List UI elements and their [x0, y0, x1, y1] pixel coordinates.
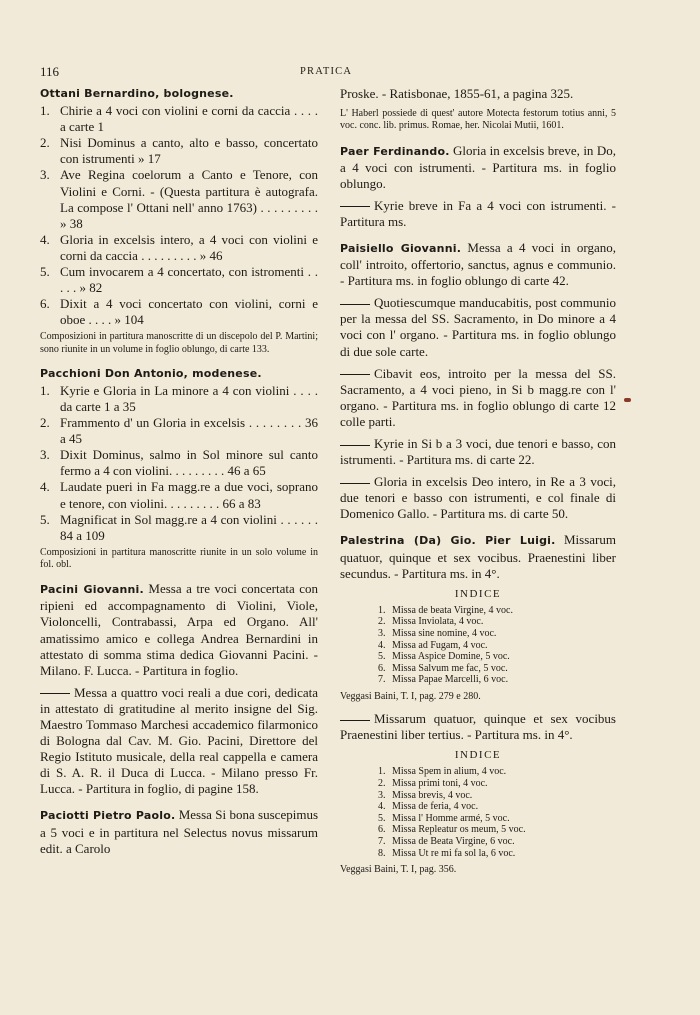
dash-rule [340, 206, 370, 207]
entry-heading: Palestrina (Da) Gio. Pier Luigi. [340, 534, 556, 548]
running-title: PRATICA [300, 66, 353, 77]
entry-text: Gloria in excelsis Deo intero, in Re a 3 voci, due tenori e basso con istrumenti, e col finale di Domenico Gallo. - Partitura ms. di carte 50. [340, 474, 616, 522]
entry-text: Missarum quatuor, quinque et sex vocibus. Praenestini liber secundus. - Partitura ms. in 4°. [340, 532, 616, 581]
list-item [40, 135, 318, 167]
dash-rule [340, 445, 370, 446]
index-list [340, 766, 616, 859]
item-text: Ave Regina coelorum a Canto e Tenore, con Violini e Corni. - (Questa partitura è autografa. La compose l' Ottani nell' anno 1763) . . . . . . . . . » 38 [60, 167, 318, 231]
entry-text: Messa a tre voci concertata con ripieni ed accompagnamento di Violini, Viole, Violoncelli, Contrabassi, Arpa ed Organo. All' amatissimo amico e collega Andrea Bernardini in attestato di somma stima dedica Giovanni Pacini. - Milano. F. Lucca. - Partitura in foglio. [40, 581, 318, 678]
index-item: 4. Missa ad Fugam, 4 voc. [378, 639, 488, 651]
entry-text: Kyrie breve in Fa a 4 voci con istrumenti. - Partitura ms. [340, 197, 616, 229]
entry-paciotti [40, 807, 318, 856]
item-number: 3. [40, 167, 50, 183]
item-text: Gloria in excelsis intero, a 4 voci con violini e corni da caccia . . . . . . . . . » 46 [60, 231, 318, 263]
index-item: 1. Missa Spem in alium, 4 voc. [378, 766, 507, 778]
list-item [40, 447, 318, 479]
entry-text: Kyrie in Si b a 3 voci, due tenori e basso, con istrumenti. - Partitura ms. di carte 22. [340, 436, 616, 468]
list-item [40, 415, 318, 447]
left-column [40, 86, 318, 867]
item-text: Laudate pueri in Fa magg.re a due voci, soprano e tenore, con violini. . . . . . . . . 66 a 83 [60, 479, 318, 511]
continued-text: Proske. - Ratisbonae, 1855-61, a pagina 325. [340, 86, 574, 101]
entry-pacchioni [40, 366, 318, 571]
index-item: 5. Missa Aspice Domine, 5 voc. [378, 651, 510, 663]
entry-heading: Pacini Giovanni. [40, 583, 144, 597]
entry-note: Composizioni in partitura manoscritte di un discepolo del P. Martini; sono riunite in un volume in foglio oblungo, di carte 133. [40, 331, 318, 355]
work-list [40, 383, 318, 544]
index-item: 4. Missa de feria, 4 voc. [378, 801, 479, 813]
index-item: 2. Missa Inviolata, 4 voc. [378, 616, 484, 628]
index-title: INDICE [454, 749, 502, 762]
item-text: Dixit Dominus, salmo in Sol minore sul canto fermo a 4 con violini. . . . . . . . . 46 a 65 [60, 447, 318, 479]
entry-note: Composizioni in partitura manoscritte riunite in un solo volume in fol. obl. [40, 546, 318, 571]
entry-paer [340, 143, 616, 230]
list-item [40, 103, 318, 135]
entry-text: Quotiescumque manducabitis, post communio per la messa del SS. Sacramento, in Do minore a 4 voci con l' organo. - Partitura ms. in foglio oblungo di due sole carte. [340, 295, 616, 359]
entry-text: Messa Si bona suscepimus a 5 voci e in partitura nel Selectus novus missarum edit. a Carolo [40, 807, 318, 856]
index-item: 7. Missa Papae Marcelli, 6 voc. [378, 674, 509, 686]
item-text: Dixit a 4 voci concertato con violini, corni e oboe . . . . » 104 [60, 296, 318, 328]
index-item: 2. Missa primi toni, 4 voc. [378, 777, 488, 789]
item-number: 3. [40, 447, 50, 463]
entry-heading: Paer Ferdinando. [340, 144, 450, 158]
ink-mark [624, 398, 631, 402]
index-item: 7. Missa de Beata Virgine, 6 voc. [378, 835, 515, 847]
item-number: 6. [40, 296, 50, 312]
entry-text: Messa a 4 voci in organo, coll' introito, offertorio, sanctus, agnus e communio. - Partitura ms. in foglio oblungo di carte 42. [340, 239, 617, 289]
index-list [340, 605, 616, 686]
index-item: 5. Missa l' Homme armé, 5 voc. [378, 812, 510, 824]
index-item: 6. Missa Repleatur os meum, 5 voc. [378, 824, 526, 836]
item-text: Magnificat in Sol magg.re a 4 con violini . . . . . . 84 a 109 [60, 511, 318, 543]
item-number: 1. [40, 103, 50, 119]
item-text: Nisi Dominus a canto, alto e basso, concertato con istrumenti » 17 [60, 135, 318, 167]
index-item: 8. Missa Ut re mi fa sol la, 6 voc. [378, 847, 516, 859]
haberl-note: L' Haberl possiede di quest' autore Motecta festorum totius anni, 5 voc. conc. lib. primus. Romae, her. Nicolai Mutii, 1601. [340, 108, 616, 132]
dash-rule [340, 483, 370, 484]
list-item [40, 479, 318, 511]
item-number: 2. [40, 415, 50, 431]
item-number: 4. [40, 479, 50, 495]
list-item [40, 383, 318, 415]
right-column [340, 86, 616, 888]
index-item: 3. Missa brevis, 4 voc. [378, 789, 473, 801]
entry-text: Messa a quattro voci reali a due cori, dedicata in attestato di gratitudine al merito insigne del Sig. Maestro Tommaso Marchesi accademico filarmonico di Bologna dal Cav. M. Gio. Pacini, Direttore del Regio Istituto musicale, della real cappella e camera di S. A. R. il Duca di Lucca. - Milano presso Fr. Lucca. - Partitura in foglio, di pagine 158. [40, 684, 318, 797]
see-reference: Veggasi Baini, T. I, pag. 356. [340, 864, 457, 876]
dash-rule [40, 693, 70, 694]
index-title: INDICE [454, 587, 502, 600]
dash-rule [340, 304, 370, 305]
item-number: 5. [40, 511, 50, 527]
entry-heading: Paisiello Giovanni. [340, 241, 462, 255]
dash-rule [340, 374, 370, 375]
index-item: 1. Missa de beata Virgine, 4 voc. [378, 604, 513, 616]
entry-text: Missarum quatuor, quinque et sex vocibus Praenestini liber tertius. - Partitura ms. in 4°. [340, 711, 616, 743]
entry-paisiello [340, 240, 616, 523]
index-item: 6. Missa Salvum me fac, 5 voc. [378, 662, 508, 674]
work-list [40, 103, 318, 328]
entry-heading: Ottani Bernardino, bolognese. [40, 87, 234, 100]
entry-text: Gloria in excelsis breve, in Do, a 4 voci con istrumenti. - Partitura ms. in foglio oblungo. [340, 142, 617, 191]
entry-heading: Pacchioni Don Antonio, modenese. [40, 366, 262, 380]
see-reference: Veggasi Baini, T. I, pag. 279 e 280. [340, 691, 481, 702]
page-number: 116 [40, 64, 60, 79]
list-item [40, 232, 318, 264]
entry-pacini [40, 581, 318, 797]
list-item [40, 167, 318, 231]
item-text: Cum invocarem a 4 concertato, con istromenti . . . . . » 82 [60, 264, 318, 296]
entry-text: Cibavit eos, introito per la messa del SS. Sacramento, a 4 voci pieno, in Si b magg.re con l' organo. - Partitura ms. in foglio oblungo di carte 12 colle parti. [340, 365, 616, 429]
item-number: 2. [40, 135, 50, 151]
item-text: Chirie a 4 voci con violini e corni da caccia . . . . a carte 1 [60, 103, 318, 135]
entry-palestrina [340, 532, 616, 878]
entry-heading: Paciotti Pietro Paolo. [40, 809, 176, 823]
entry-ottani [40, 86, 318, 356]
index-item: 3. Missa sine nomine, 4 voc. [378, 628, 497, 640]
list-item [40, 512, 318, 544]
item-number: 1. [40, 382, 50, 398]
item-text: Kyrie e Gloria in La minore a 4 con violini . . . . da carte 1 a 35 [60, 382, 318, 414]
list-item [40, 264, 318, 296]
item-number: 5. [40, 264, 50, 280]
item-number: 4. [40, 231, 50, 247]
list-item [40, 296, 318, 328]
dash-rule [340, 720, 370, 721]
item-text: Frammento d' un Gloria in excelsis . . . . . . . . 36 a 45 [60, 415, 318, 447]
